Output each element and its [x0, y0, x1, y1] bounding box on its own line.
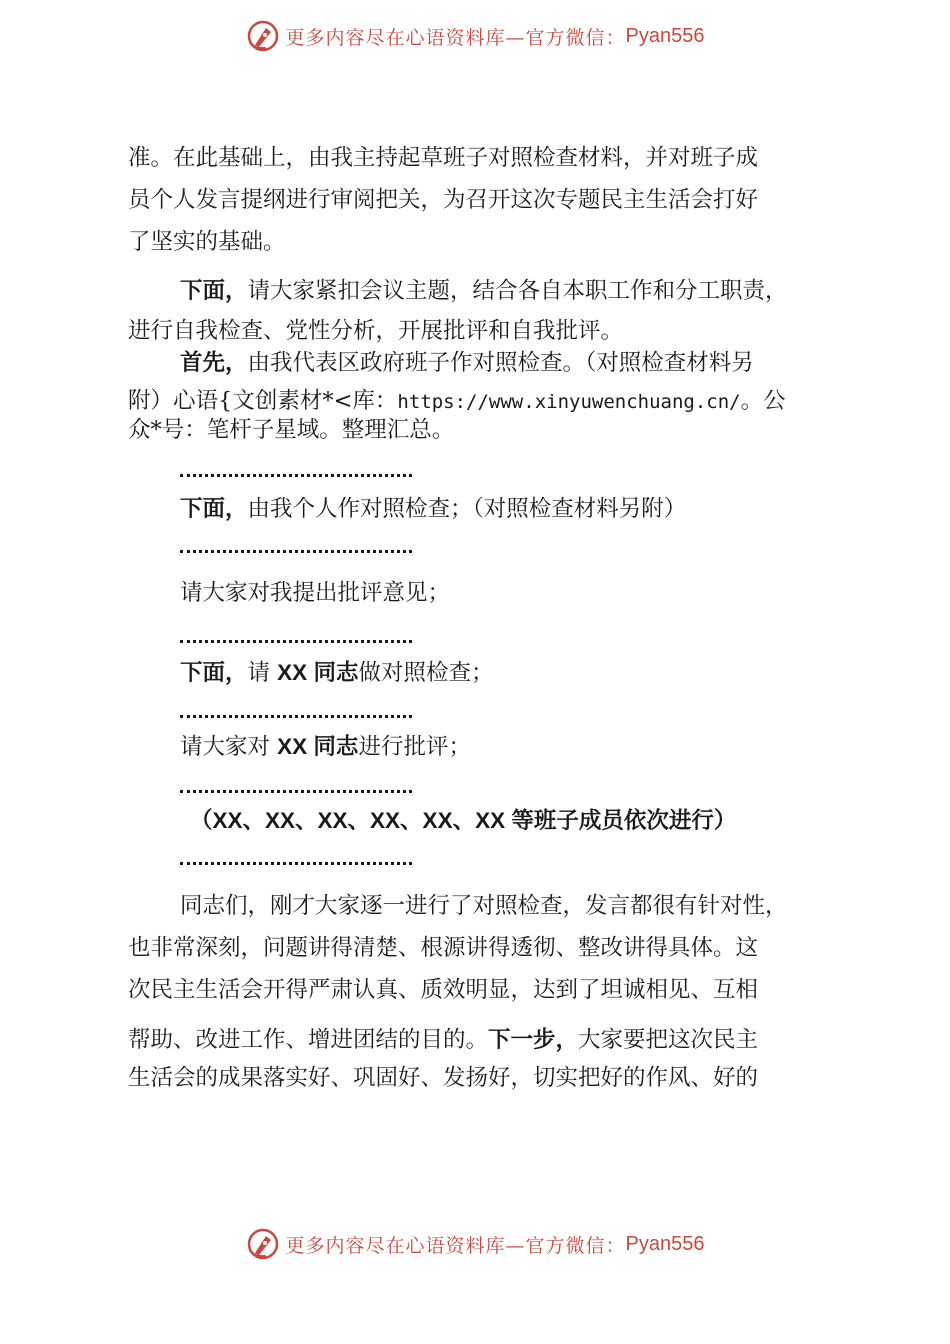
s1-text: 由我个人作对照检查；（对照检查材料另附） — [247, 496, 687, 522]
s4-line — [180, 729, 471, 761]
dotted-separator — [180, 546, 412, 553]
p3-line-1 — [180, 345, 754, 377]
p4-line-3: 次民主生活会开得严肃认真、质效明显，达到了坦诚相见、互相 — [128, 977, 759, 1003]
s4-name: XX 同志 — [277, 734, 359, 759]
p4-line-4 — [128, 1022, 758, 1054]
p3-line-3: 众*号：笔杆子星域。整理汇总。 — [128, 417, 455, 443]
pen-logo-icon — [246, 19, 280, 53]
dotted-separator — [180, 786, 412, 793]
s3-line — [180, 655, 493, 687]
p2-text: 请大家紧扣会议主题，结合各自本职工作和分工职责， — [247, 278, 788, 304]
p3-line-2a: 附）心语{文创素材*<库： — [128, 388, 398, 414]
p3-lead: 首先， — [180, 350, 248, 375]
source-url: https://www.xinyuwenchuang.cn/ — [397, 391, 741, 413]
s5-line: （XX、XX、XX、XX、XX、XX 等班子成员依次进行） — [190, 808, 737, 833]
dotted-separator — [180, 711, 412, 718]
pen-logo-icon — [246, 1227, 280, 1261]
dotted-separator — [180, 636, 412, 643]
p4-line-4a: 帮助、改进工作、增进团结的目的。 — [128, 1027, 489, 1053]
s4-post: 进行批评； — [358, 734, 471, 760]
s3-post: 做对照检查； — [358, 660, 494, 686]
p4-lead: 下一步， — [488, 1027, 579, 1052]
banner-text: 更多内容尽在心语资料库—官方微信： — [285, 1234, 626, 1257]
p3-line-2b: 。公 — [740, 388, 786, 414]
p2-line-1 — [180, 273, 788, 305]
s1-lead: 下面， — [180, 496, 248, 521]
dotted-separator — [180, 858, 412, 865]
dotted-separator — [180, 470, 412, 477]
p3-text: 由我代表区政府班子作对照检查。（对照检查材料另 — [247, 350, 754, 376]
banner-text: 更多内容尽在心语资料库—官方微信： — [285, 26, 626, 49]
s1-line — [180, 491, 686, 523]
p4-line-2: 也非常深刻，问题讲得清楚、根源讲得透彻、整改讲得具体。这 — [128, 935, 759, 961]
banner-wechat-id: Pyan556 — [625, 24, 705, 47]
s4-pre: 请大家对 — [180, 734, 278, 760]
p2-lead: 下面， — [180, 278, 248, 303]
p1-line-1: 准。在此基础上，由我主持起草班子对照检查材料，并对班子成 — [128, 145, 759, 171]
p1-line-3: 了坚实的基础。 — [128, 229, 286, 255]
header-banner — [0, 16, 950, 56]
p4-line-1: 同志们，刚才大家逐一进行了对照检查，发言都很有针对性， — [180, 893, 788, 919]
p2-line-2: 进行自我检查、党性分析，开展批评和自我批评。 — [128, 318, 624, 344]
banner-wechat-id: Pyan556 — [625, 1232, 705, 1255]
s3-lead: 下面， — [180, 660, 248, 685]
s2-line: 请大家对我提出批评意见； — [180, 580, 451, 606]
footer-banner — [0, 1224, 950, 1264]
p4-line-5: 生活会的成果落实好、巩固好、发扬好，切实把好的作风、好的 — [128, 1065, 759, 1091]
p3-line-2 — [128, 383, 786, 415]
s3-name: XX 同志 — [277, 660, 359, 685]
p1-line-2: 员个人发言提纲进行审阅把关，为召开这次专题民主生活会打好 — [128, 187, 759, 213]
p4-line-4b: 大家要把这次民主 — [578, 1027, 759, 1053]
s3-pre: 请 — [247, 660, 278, 686]
